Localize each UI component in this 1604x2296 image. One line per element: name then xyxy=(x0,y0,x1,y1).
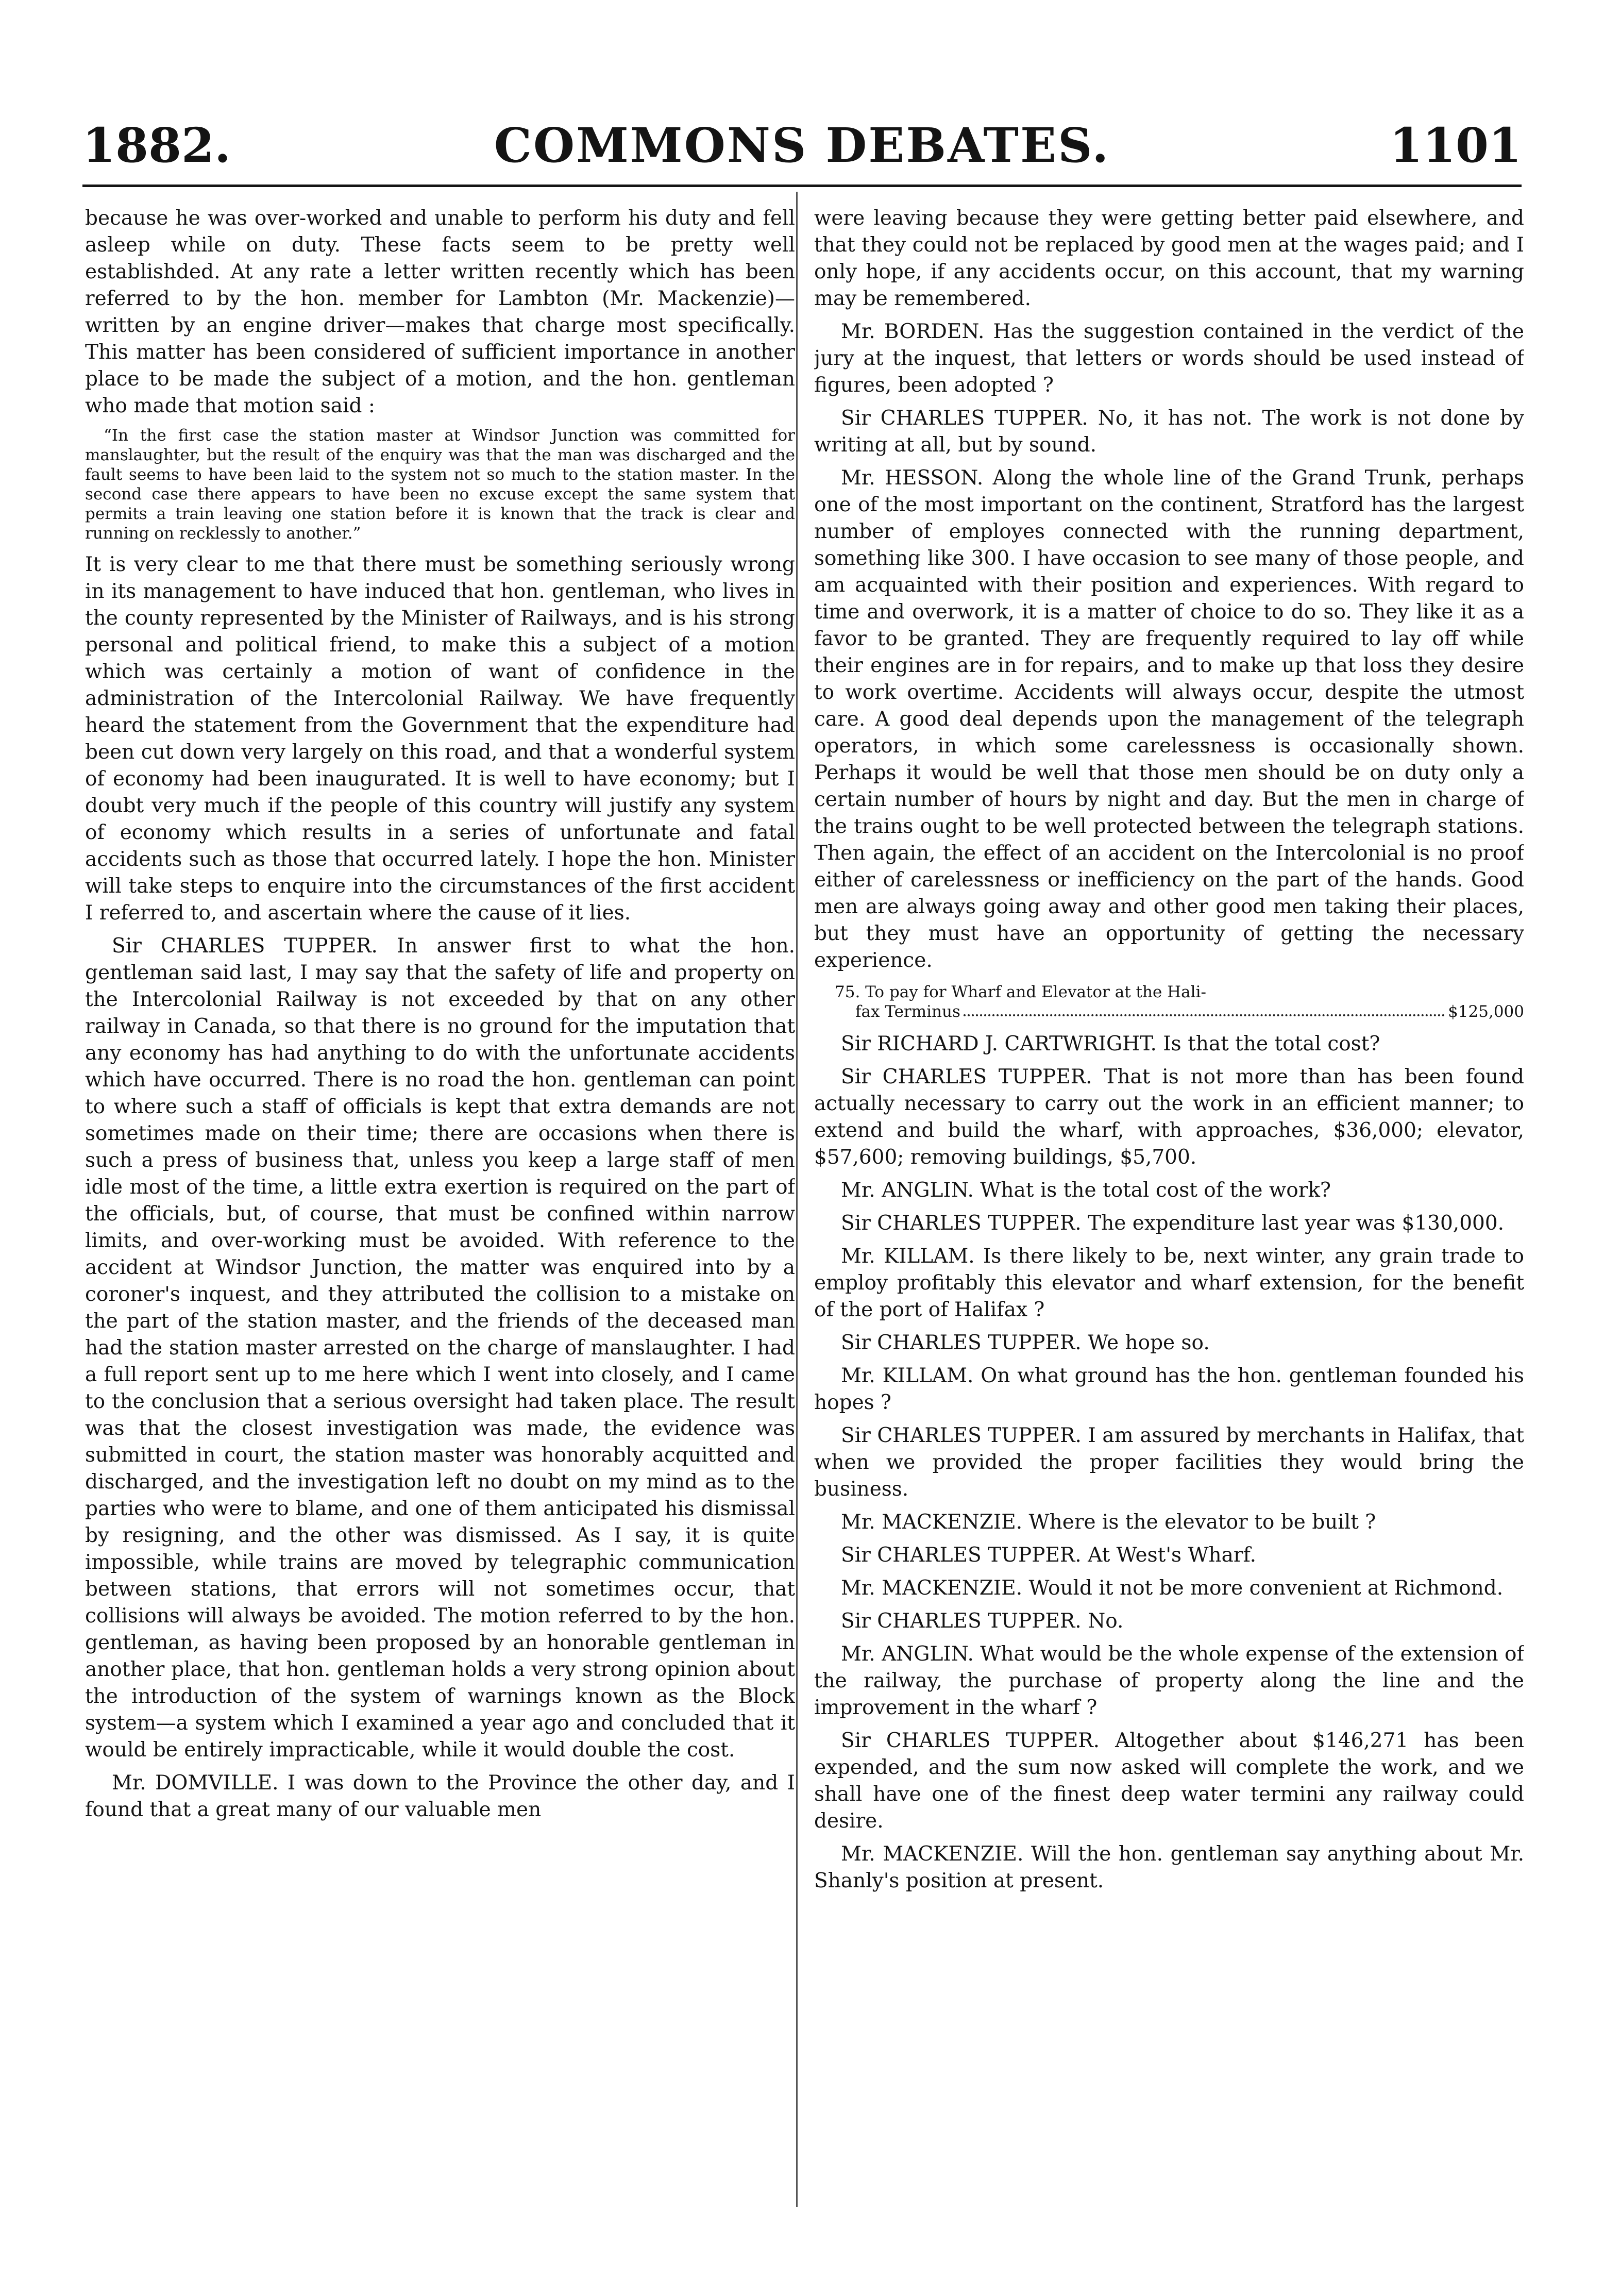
speaker-name: Sir CHARLES TUPPER. xyxy=(841,1544,1082,1567)
speaker-name: Mr. BORDEN. xyxy=(841,320,985,343)
speaker-name: Mr. MACKENZIE. xyxy=(841,1842,1024,1866)
speaker-name: Mr. MACKENZIE. xyxy=(841,1511,1023,1534)
page-header xyxy=(82,118,1522,174)
speaker-name: Mr. KILLAM. xyxy=(841,1364,974,1387)
speaker-name: Sir CHARLES TUPPER. xyxy=(841,1610,1082,1633)
speech-text: No. xyxy=(1088,1610,1124,1633)
speech xyxy=(814,465,1524,974)
paragraph: were leaving because they were getting better paid elsewhere, and that they could not be replaced by good men at the wages paid; and I only hope, if any accidents occur, on this account, that my warning may be remembered. xyxy=(814,207,1524,310)
speech xyxy=(814,1064,1524,1171)
speech xyxy=(814,1841,1524,1895)
speech-text: What is the total cost of the work? xyxy=(980,1179,1331,1202)
speaker-name: Sir CHARLES TUPPER. xyxy=(841,1065,1092,1088)
speaker-name: Mr. ANGLIN. xyxy=(841,1179,974,1202)
quote-text: “In the first case the station master at Windsor Junction was committed for manslaughter, but the result of the enquiry was that the man was discharged and the fault seems to have been laid to the system not so much to the station master. In the second case there appears to have been no excuse except the same system that permits a train leaving one station before it is known that the track is clear and running on recklessly to another.” xyxy=(85,426,795,543)
speech-text: Is that the total cost? xyxy=(1163,1032,1380,1055)
speech xyxy=(814,405,1524,459)
speech xyxy=(814,1243,1524,1323)
speech xyxy=(814,1728,1524,1835)
speech xyxy=(814,1641,1524,1721)
left-column xyxy=(85,205,795,2205)
speaker-name: Mr. MACKENZIE. xyxy=(841,1577,1023,1600)
speech-text: Will the hon. gentleman say anything about Mr. Shanly's position at present. xyxy=(814,1842,1524,1892)
speech xyxy=(814,1031,1524,1058)
speech xyxy=(814,1575,1524,1602)
speech-text: The expenditure last year was $130,000. xyxy=(1088,1212,1505,1235)
speech-text: Along the whole line of the Grand Trunk, perhaps one of the most important on the continent, Stratford has the largest number of employes connected with the running department, something like 300. I have occasion to see many of those people, and am acquainted with their position and experiences. With regard to time and overwork, it is a matter of choice to do so. They like it as a favor to be granted. They are frequently required to lay off while their engines are in for repairs, and to make up that loss they desire to work overtime. Accidents will always occur, despite the utmost care. A good deal depends upon the management of the telegraph operators, in which some carelessness is occasionally shown. Perhaps it would be well that those men should be on duty only a certain number of hours by night and day. But the men in charge of the trains ought to be well protected between the telegraph stations. Then again, the effect of an accident on the Intercolonial is no proof either of carelessness or inefficiency on the part of the hands. Good men are always going away and other good men taking their places, but they must have an opportunity of getting the necessary experience. xyxy=(814,466,1524,972)
speech-text: At West's Wharf. xyxy=(1088,1544,1256,1567)
speaker-name: Sir CHARLES TUPPER. xyxy=(841,1212,1082,1235)
speaker-name: Sir CHARLES TUPPER. xyxy=(841,1729,1100,1752)
speech xyxy=(814,1542,1524,1569)
estimate-line: 75. To pay for Wharf and Elevator at the Hali- xyxy=(835,983,1206,1001)
dot-leader xyxy=(964,1002,1445,1016)
estimate-line xyxy=(814,1002,1524,1021)
speech-text: On what ground has the hon. gentleman founded his hopes ? xyxy=(814,1364,1524,1414)
speech-text: We hope so. xyxy=(1088,1331,1210,1354)
paragraph: because he was over-worked and unable to perform his duty and fell asleep while on duty. These facts seem to be pretty well establishded. At any rate a letter written recently which has been referred to by the hon. member for Lambton (Mr. Mackenzie)—written by an engine driver—makes that charge most specifically. This matter has been considered of sufficient importance in another place to be made the subject of a motion, and the hon. gentleman who made that motion said : xyxy=(85,207,795,417)
speech xyxy=(814,319,1524,399)
speaker-name: Sir CHARLES TUPPER. xyxy=(112,934,378,958)
speaker-name: Mr. DOMVILLE. xyxy=(112,1771,279,1795)
speech xyxy=(814,1363,1524,1416)
speech xyxy=(85,1770,795,1823)
speaker-name: Mr. ANGLIN. xyxy=(841,1643,974,1666)
speech-text: Is there likely to be, next winter, any grain trade to employ profitably this elevator and wharf extension, for the benefit of the port of Halifax ? xyxy=(814,1245,1524,1321)
estimate-amount: $125,000 xyxy=(1448,1002,1524,1021)
speech-text: I was down to the Province the other day, and I found that a great many of our valuable men xyxy=(85,1771,795,1821)
column-divider xyxy=(796,192,798,2207)
speech-text: In answer first to what the hon. gentleman said last, I may say that the safety of life and property on the Intercolonial Railway is not exceeded by that on any other railway in Canada, so that there is no ground for the imputation that any economy has had anything to do with the unfortunate accidents which have occurred. There is no road the hon. gentleman can point to where such a staff of officials is kept that extra demands are not sometimes made on their time; there are occasions when there is such a press of business that, unless you keep a large staff of men idle most of the time, a little extra exertion is required on the part of the officials, but, of course, that must be confined within narrow limits, and over-working must be avoided. With reference to the accident at Windsor Junction, the matter was enquired into by a coroner's inquest, and they attributed the collision to a mistake on the part of the station master, and the friends of the deceased man had the station master arrested on the charge of manslaughter. I had a full report sent up to me here which I went into closely, and I came to the conclusion that a serious oversight had taken place. The result was that the closest investigation was made, the evidence was submitted in court, the station master was honorably acquitted and discharged, and the investigation left no doubt on my mind as to the parties who were to blame, and one of them anticipated his dismissal by resigning, and the other was dismissed. As I say, it is quite impossible, while trains are moved by telegraphic communication between stations, that errors will not sometimes occur, that collisions will always be avoided. The motion referred to by the hon. gentleman, as having been proposed by an honorable gentleman in another place, that hon. gentleman holds a very strong opinion about the introduction of the system of warnings known as the Block system—a system which I examined a year ago and concluded that it would be entirely impracticable, while it would double the cost. xyxy=(85,934,795,1762)
estimate-label: fax Terminus xyxy=(855,1002,960,1021)
speaker-name: Sir CHARLES TUPPER. xyxy=(841,1331,1082,1354)
speaker-name: Mr. KILLAM. xyxy=(841,1245,975,1268)
block-quote xyxy=(85,426,795,543)
speaker-name: Sir RICHARD J. CARTWRIGHT. xyxy=(841,1032,1157,1055)
speech-text: Where is the elevator to be built ? xyxy=(1028,1511,1376,1534)
speaker-name: Mr. HESSON. xyxy=(841,466,984,490)
speech xyxy=(814,1210,1524,1237)
speaker-name: Sir CHARLES TUPPER. xyxy=(841,1424,1082,1447)
speech-text: No, it has not. The work is not done by writing at all, but by sound. xyxy=(814,407,1524,457)
header-title: COMMONS DEBATES. xyxy=(494,118,1110,173)
speaker-name: Sir CHARLES TUPPER. xyxy=(841,407,1088,430)
header-rule xyxy=(82,185,1522,187)
speech xyxy=(814,1330,1524,1356)
speech-text: Has the suggestion contained in the verdict of the jury at the inquest, that letters or words should be used instead of figures, been adopted ? xyxy=(814,320,1524,397)
speech-text: Would it not be more convenient at Richmond. xyxy=(1028,1577,1504,1600)
speech xyxy=(814,1509,1524,1536)
speech-text: I am assured by merchants in Halifax, that when we provided the proper facilities they would bring the business. xyxy=(814,1424,1524,1501)
speech-text: What would be the whole expense of the extension of the railway, the purchase of property along the line and the improvement in the wharf ? xyxy=(814,1643,1524,1719)
speech xyxy=(814,1608,1524,1635)
header-page-number: 1101 xyxy=(1389,118,1522,173)
speech xyxy=(814,1422,1524,1503)
estimate-item xyxy=(814,982,1524,1021)
speech xyxy=(814,1177,1524,1204)
right-column xyxy=(814,205,1524,2205)
header-year: 1882. xyxy=(82,118,231,173)
paragraph: It is very clear to me that there must be something seriously wrong in its management to have induced that hon. gentleman, who lives in the county represented by the Minister of Railways, and is his strong personal and political friend, to make this a subject of a motion which was certainly a motion of want of confidence in the administration of the Intercolonial Railway. We have frequently heard the statement from the Government that the expenditure had been cut down very largely on this road, and that a wonderful system of economy had been inaugurated. It is well to have economy; but I doubt very much if the people of this country will justify any system of economy which results in a series of unfortunate and fatal accidents such as those that occurred lately. I hope the hon. Minister will take steps to enquire into the circumstances of the first accident I referred to, and ascertain where the cause of it lies. xyxy=(85,553,795,925)
speech-text: That is not more than has been found actually necessary to carry out the work in an efficient manner; to extend and build the wharf, with approaches, $36,000; elevator, $57,600; removing buildings, $5,700. xyxy=(814,1065,1524,1169)
speech xyxy=(85,933,795,1764)
speech-text: Altogether about $146,271 has been expended, and the sum now asked will complete the work, and we shall have one of the finest deep water termini any railway could desire. xyxy=(814,1729,1524,1833)
